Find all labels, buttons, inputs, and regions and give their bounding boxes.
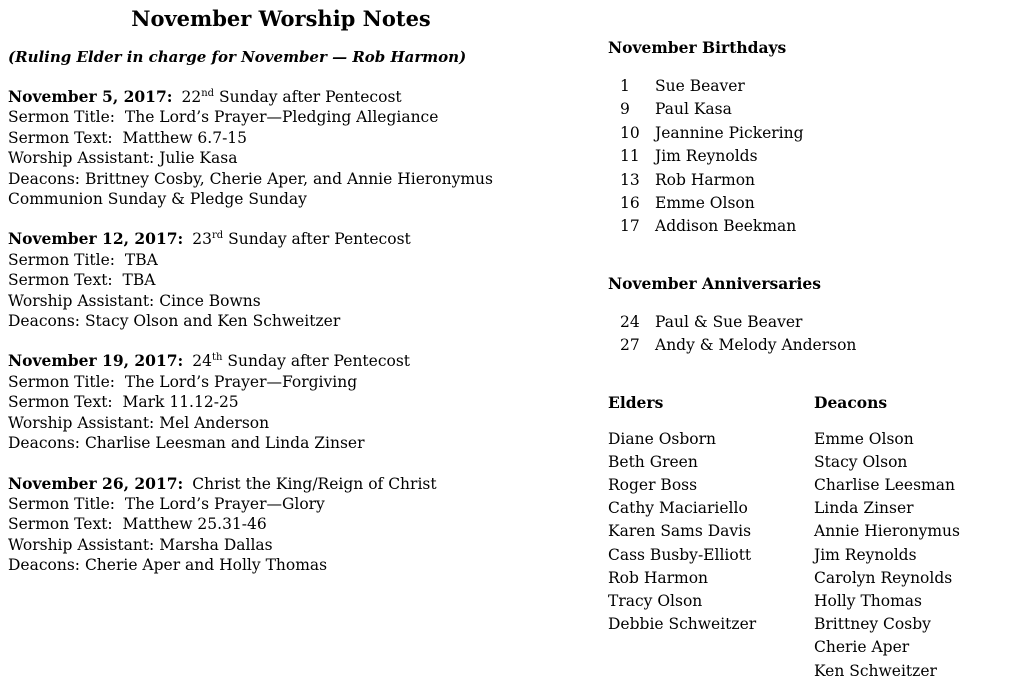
birthday-day: 1 [620,77,630,95]
elder-name: Cass Busby-Elliott [608,545,752,564]
anniversaries-list [608,311,1020,358]
deacon-name: Stacy Olson [814,452,908,471]
birthdays-heading: November Birthdays [608,38,787,57]
birthdays-section [608,38,1020,239]
page-title: November Worship Notes [131,6,431,31]
deacons-roster [814,393,1020,683]
sidebar-column [608,38,1020,683]
sermon-title-line: Sermon Title: TBA [8,250,158,269]
occasion-rest: Sunday after Pentecost [214,88,402,106]
birthday-name: Paul Kasa [655,100,732,119]
deacon-name: Linda Zinser [814,499,914,518]
anniversary-day: 27 [620,336,640,355]
deacons-line: Deacons: Charlise Leesman and Linda Zinser [8,434,365,453]
birthday-item [608,169,1020,192]
occasion-number: 24 [192,352,212,371]
rosters-section [608,393,1020,683]
occasion-number: 23 [192,230,212,249]
birthday-day: 11 [620,147,640,166]
birthday-item [608,122,1020,145]
deacon-name: Annie Hieronymus [814,522,960,541]
elder-name: Cathy Maciariello [608,499,748,518]
anniversary-name: Andy & Melody Anderson [655,336,857,355]
sermon-text-line: Sermon Text: Matthew 6.7-15 [8,128,248,147]
birthday-name: Jim Reynolds [655,147,758,166]
worship-assistant-line: Worship Assistant: Mel Anderson [8,413,270,432]
deacons-line: Deacons: Cherie Aper and Holly Thomas [8,556,328,575]
birthday-name: Rob Harmon [655,170,756,189]
anniversaries-heading: November Anniversaries [608,273,821,293]
ordinal-suffix: th [212,352,223,364]
service-occasion [192,230,410,248]
deacon-name: Holly Thomas [814,592,922,611]
service-occasion [192,352,410,370]
service-occasion [192,475,436,493]
communion-note-line: Communion Sunday & Pledge Sunday [8,190,307,209]
service-date-line [8,474,554,494]
birthday-item [608,145,1020,168]
birthday-name: Addison Beekman [655,217,797,236]
occasion-number: 22 [181,88,202,106]
birthday-day: 16 [620,194,640,213]
deacon-name: Brittney Cosby [814,615,931,634]
deacons-list [814,428,1020,683]
deacon-name: Cherie Aper [814,638,910,657]
deacon-name: Emme Olson [814,429,914,448]
occasion-number: Christ the King/Reign of Christ [192,474,437,493]
sermon-text-line: Sermon Text: Mark 11.12-25 [8,393,239,412]
deacons-heading: Deacons [814,392,888,412]
occasion-rest: Sunday after Pentecost [222,352,411,371]
deacons-line: Deacons: Stacy Olson and Ken Schweitzer [8,312,341,331]
elder-name: Debbie Schweitzer [608,615,757,634]
worship-assistant-line: Worship Assistant: Julie Kasa [8,149,238,168]
sermon-title-line: Sermon Title: The Lord’s Prayer—Pledging Allegiance [8,108,439,127]
occasion-rest: Sunday after Pentecost [223,230,411,249]
birthday-item [608,215,1020,238]
elder-name: Beth Green [608,452,698,471]
birthday-name: Jeannine Pickering [655,123,804,142]
elder-name: Rob Harmon [608,568,709,587]
deacon-name: Ken Schweitzer [814,661,937,680]
elders-list [608,428,814,637]
service-date: November 26, 2017: [8,473,184,493]
deacons-line: Deacons: Brittney Cosby, Cherie Aper, and Annie Hieronymus [8,169,493,188]
elder-name: Diane Osborn [608,429,717,448]
elder-name: Roger Boss [608,476,698,495]
birthday-item [608,98,1020,121]
birthday-day: 10 [620,123,640,142]
birthday-name: Emme Olson [655,194,755,213]
ordinal-suffix: rd [212,230,224,242]
deacon-name: Carolyn Reynolds [814,568,953,587]
service-date-line [8,87,554,107]
birthday-day: 13 [620,170,640,189]
birthday-item [608,75,1020,98]
service-date-line [8,229,554,249]
birthday-item [608,192,1020,215]
elders-heading: Elders [608,392,664,412]
sermon-title-line: Sermon Title: The Lord’s Prayer—Forgiving [8,372,358,391]
anniversary-item [608,334,1020,357]
elder-name: Karen Sams Davis [608,522,752,541]
birthday-day: 17 [620,217,640,236]
service-entry-nov19 [8,351,554,453]
worship-assistant-line: Worship Assistant: Cince Bowns [8,291,261,310]
deacon-name: Charlise Leesman [814,476,955,495]
sermon-text-line: Sermon Text: TBA [8,271,156,290]
service-entry-nov26 [8,474,554,576]
sermon-text-line: Sermon Text: Matthew 25.31-46 [8,515,267,534]
service-date: November 5, 2017: [8,87,173,106]
ruling-elder-note: (Ruling Elder in charge for November — Rob Harmon) [8,48,467,66]
service-entry-nov12 [8,229,554,331]
service-date: November 19, 2017: [8,351,184,371]
anniversary-item [608,311,1020,334]
anniversaries-section [608,274,1020,358]
deacon-name: Jim Reynolds [814,545,917,564]
elders-roster [608,393,814,683]
sermon-title-line: Sermon Title: The Lord’s Prayer—Glory [8,494,325,513]
worship-notes-column [8,6,554,576]
birthdays-list [608,75,1020,239]
elder-name: Tracy Olson [608,592,703,611]
birthday-day: 9 [620,100,630,119]
service-date: November 12, 2017: [8,229,184,249]
ordinal-suffix: nd [201,87,215,99]
service-occasion [181,88,401,106]
anniversary-day: 24 [620,312,640,331]
service-entry-nov5 [8,87,554,209]
birthday-name: Sue Beaver [655,77,745,95]
anniversary-name: Paul & Sue Beaver [655,312,803,331]
worship-assistant-line: Worship Assistant: Marsha Dallas [8,535,273,554]
service-date-line [8,351,554,371]
